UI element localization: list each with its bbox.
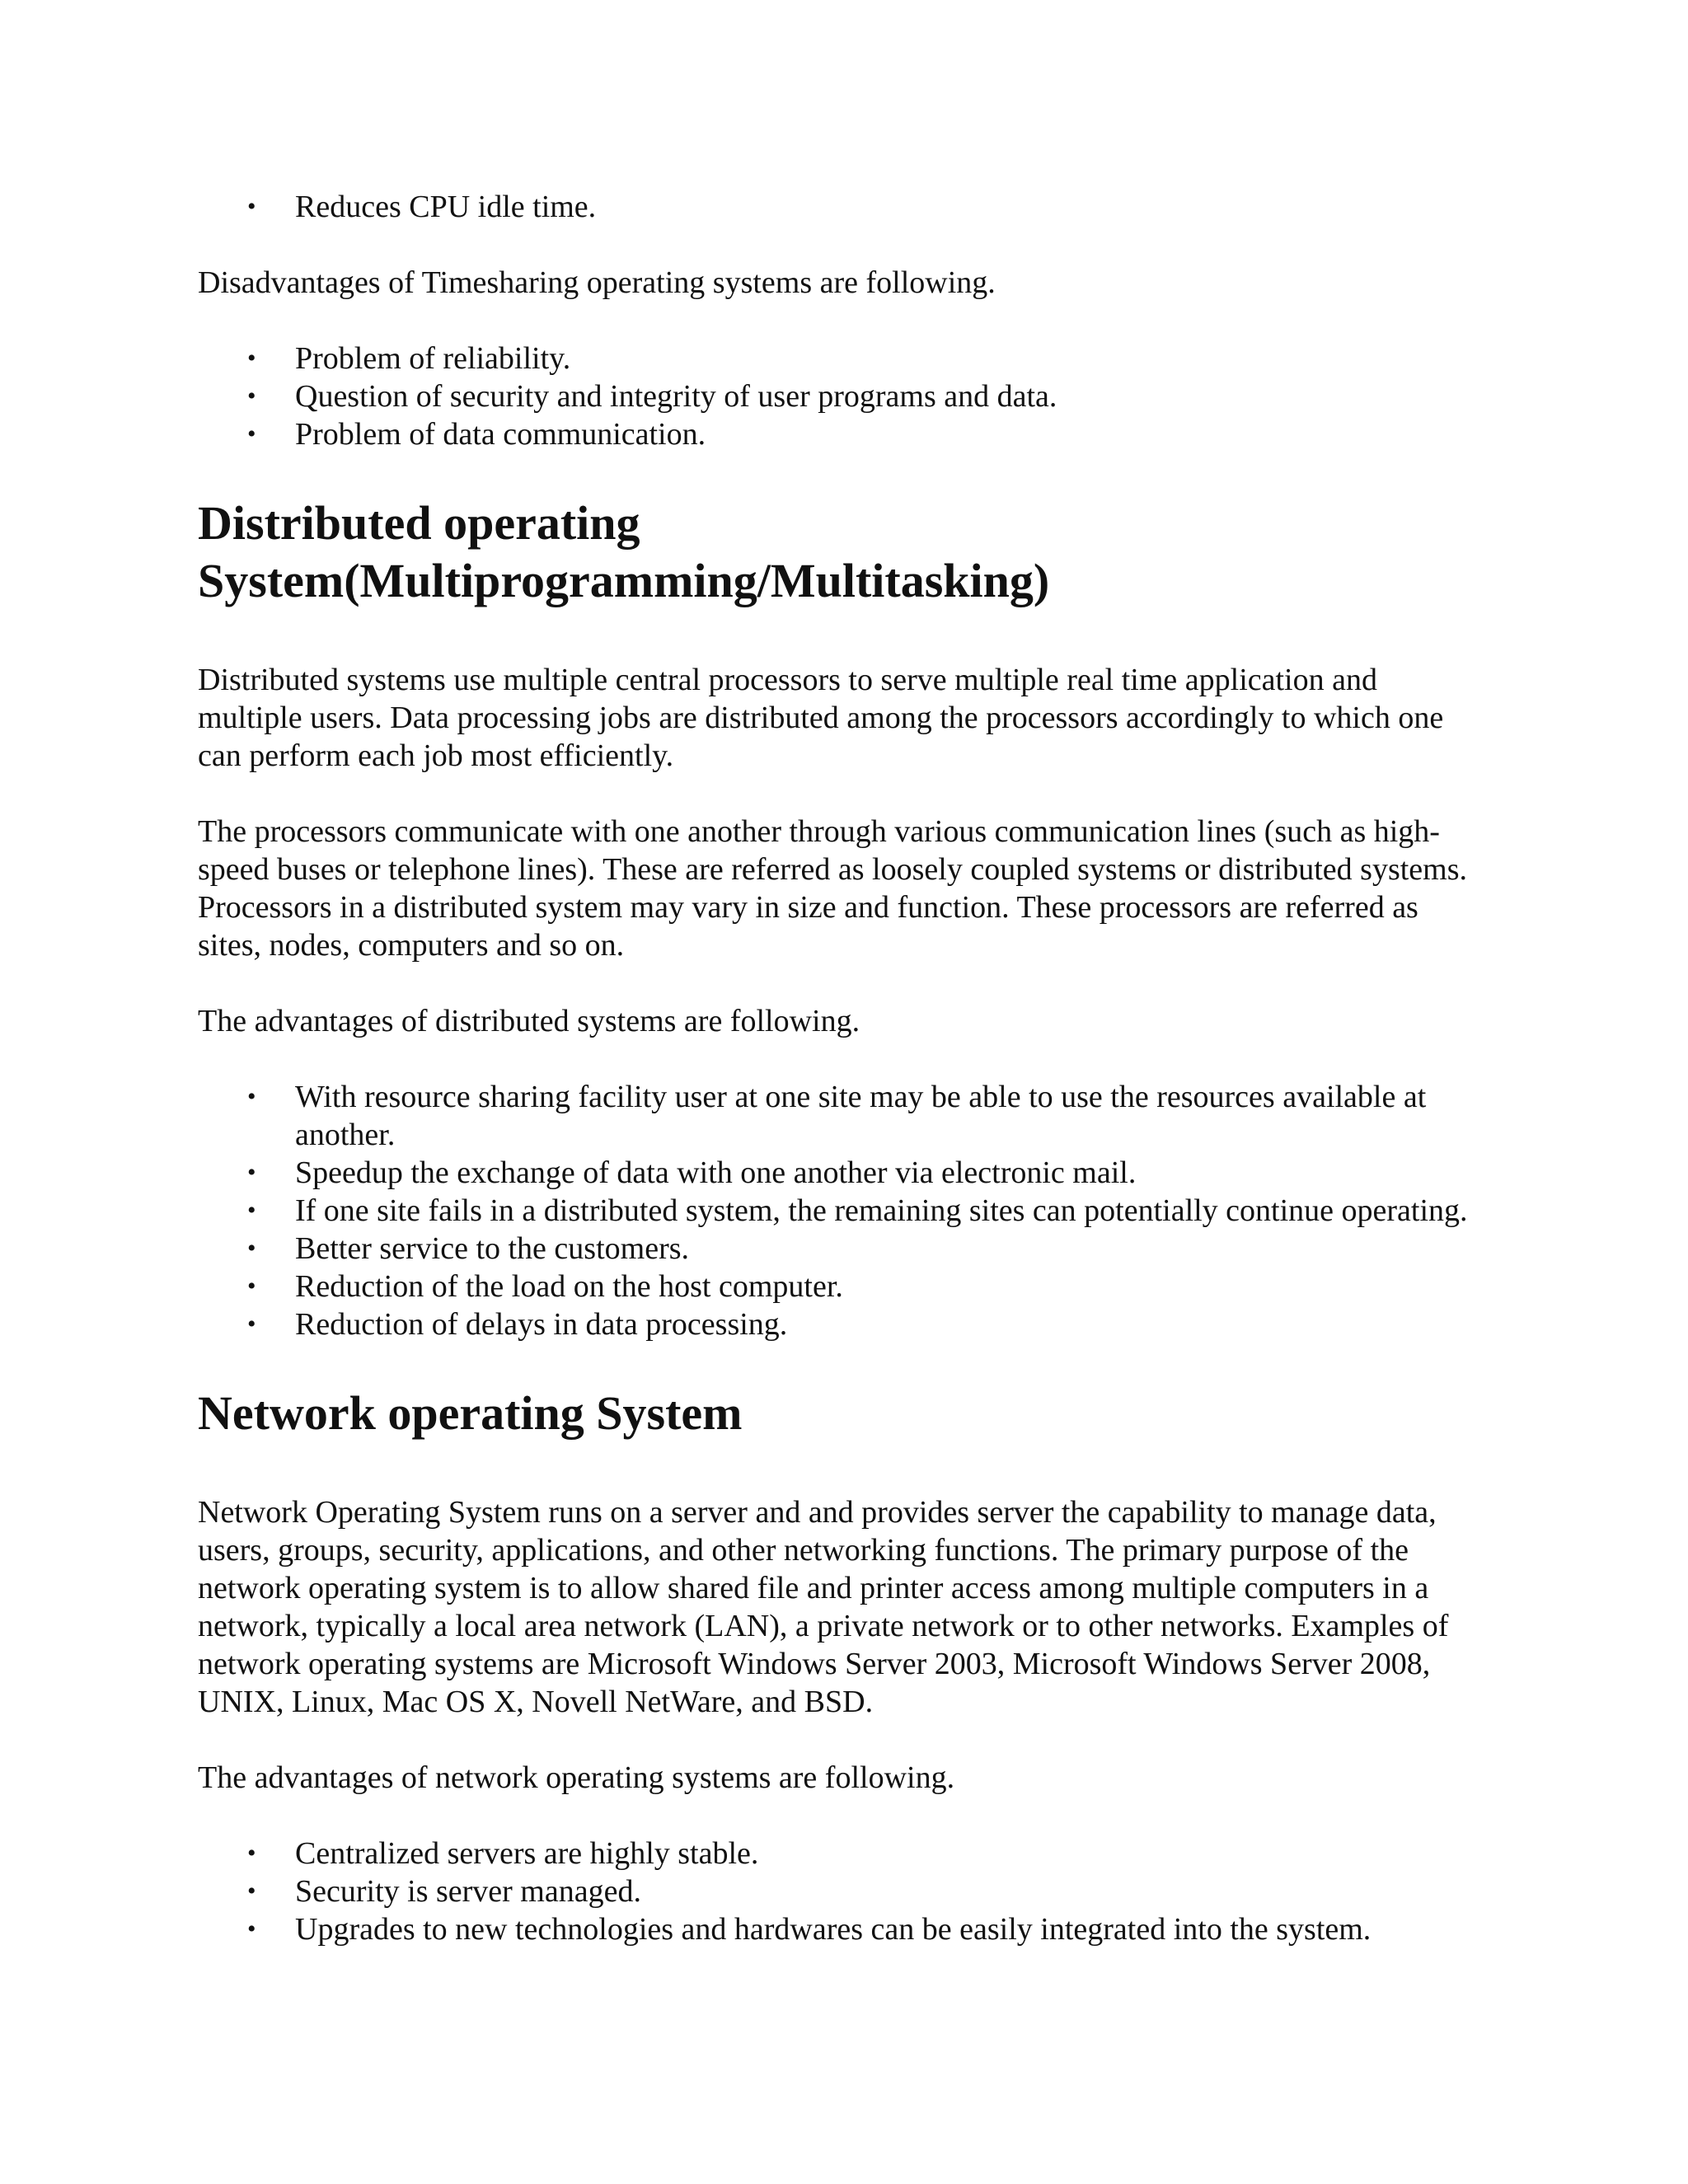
list-item: • Better service to the customers. (247, 1231, 690, 1266)
bullet-icon: • (247, 1915, 256, 1943)
distributed-paragraph-2: The processors communicate with one another through various communication lines (such as high-speed buses or telephone lines). These are referred as loosely coupled systems or distributed systems. Processors in a distributed system may vary in size and function. These processors are referred as sites, nodes, computers and so on. (198, 814, 1468, 963)
list-item: • Problem of data communication. (247, 417, 706, 452)
bullet-icon: • (247, 193, 256, 220)
list-item: • Question of security and integrity of user programs and data. (247, 379, 1057, 414)
network-advantages-intro: The advantages of network operating systems are following. (198, 1760, 955, 1795)
network-paragraph: Network Operating System runs on a server and and provides server the capability to manage data, users, groups, security, applications, and other networking functions. The primary purpose of the network operating system is to allow shared file and printer access among multiple computers in a network, typically a local area network (LAN), a private network or to other networks. Examples of network operating systems are Microsoft Windows Server 2003, Microsoft Windows Server 2008, UNIX, Linux, Mac OS X, Novell NetWare, and BSD. (198, 1495, 1449, 1719)
list-item: • Centralized servers are highly stable. (247, 1836, 759, 1871)
bullet-icon: • (247, 1159, 256, 1186)
bullet-list-top (198, 188, 1484, 226)
list-item: • Security is server managed. (247, 1874, 641, 1909)
network-advantages-list (198, 1835, 1484, 1948)
distributed-advantages-list (198, 1078, 1484, 1343)
list-item: • With resource sharing facility user at one site may be able to use the resources available at another. (247, 1080, 1427, 1152)
timesharing-disadvantages-intro: Disadvantages of Timesharing operating systems are following. (198, 265, 996, 300)
list-item: • Problem of reliability. (247, 341, 571, 376)
list-item: • If one site fails in a distributed system, the remaining sites can potentially continue operating. (247, 1193, 1468, 1228)
bullet-icon: • (247, 382, 256, 410)
bullet-icon: • (247, 1197, 256, 1224)
bullet-icon: • (247, 1235, 256, 1262)
distributed-paragraph-1: Distributed systems use multiple central processors to serve multiple real time application and multiple users. Data processing jobs are distributed among the processors accordingly to which one can perform each job most efficiently. (198, 663, 1444, 773)
distributed-heading: Distributed operating System(Multiprogramming/Multitasking) (198, 496, 1050, 607)
bullet-icon: • (247, 1272, 256, 1300)
timesharing-disadvantages-list (198, 340, 1484, 453)
network-heading: Network operating System (198, 1386, 743, 1440)
list-item: • Upgrades to new technologies and hardwares can be easily integrated into the system. (247, 1912, 1372, 1947)
list-item: • Reduction of delays in data processing. (247, 1307, 788, 1342)
list-item: • Reduction of the load on the host computer. (247, 1269, 843, 1304)
list-item: • Speedup the exchange of data with one another via electronic mail. (247, 1155, 1137, 1190)
bullet-icon: • (247, 1840, 256, 1867)
document-page (198, 188, 1484, 1948)
list-item: • Reduces CPU idle time. (247, 190, 597, 224)
bullet-icon: • (247, 420, 256, 448)
distributed-advantages-intro: The advantages of distributed systems are following. (198, 1004, 860, 1038)
bullet-icon: • (247, 1310, 256, 1338)
bullet-icon: • (247, 1877, 256, 1905)
bullet-icon: • (247, 344, 256, 372)
bullet-icon: • (247, 1083, 256, 1110)
